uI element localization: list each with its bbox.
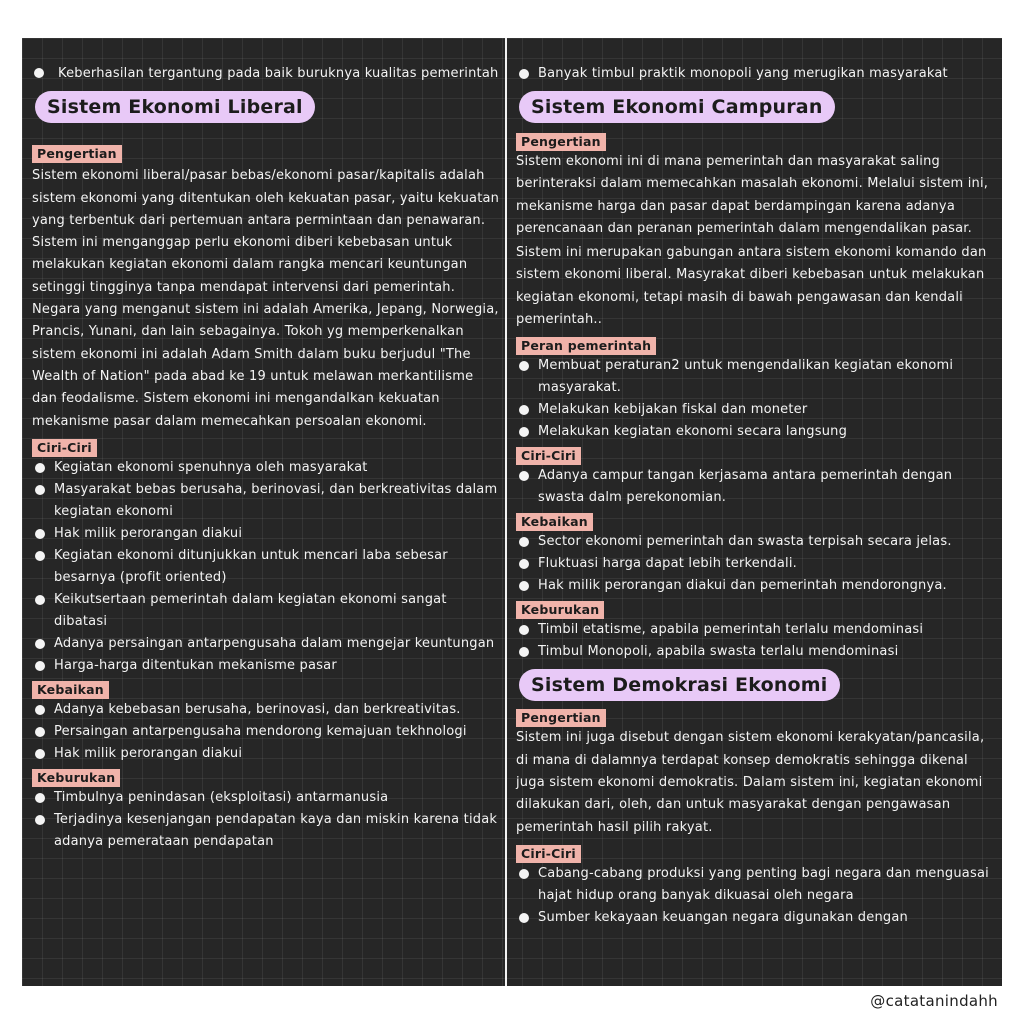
label-keburukan: Keburukan (516, 601, 604, 619)
list-item: Persaingan antarpengusaha mendorong kemajuan tekhnologi (32, 721, 500, 743)
list-item: Adanya campur tangan kerjasama antara pemerintah dengan swasta dalm perekonomian. (516, 465, 994, 509)
intro-bullet (32, 63, 500, 85)
intro-bullet: Banyak timbul praktik monopoli yang merugikan masyarakat (516, 63, 994, 85)
section-title-demokrasi: Sistem Demokrasi Ekonomi (519, 669, 840, 701)
label-ciri-ciri: Ciri-Ciri (516, 845, 581, 863)
list-item: Kegiatan ekonomi ditunjukkan untuk mencari laba sebesar besarnya (profit oriented) (32, 545, 500, 589)
list-item: Melakukan kegiatan ekonomi secara langsung (516, 421, 994, 443)
label-peran-pemerintah: Peran pemerintah (516, 337, 656, 355)
list-item: Harga-harga ditentukan mekanisme pasar (32, 655, 500, 677)
pengertian-text: Sistem ekonomi ini di mana pemerintah dan masyarakat saling berinteraksi dalam memecahkan masalah ekonomi. Melalui sistem ini, mekanisme harga dan pasar dapat berdampingan karena adanya perencanaan dan peranan pemerintah dalam mengendalikan pasar. (516, 154, 989, 236)
label-kebaikan: Kebaikan (516, 513, 593, 531)
list-item: Adanya kebebasan berusaha, berinovasi, dan berkreativitas. (32, 699, 500, 721)
label-kebaikan: Kebaikan (32, 681, 109, 699)
label-pengertian: Pengertian (32, 145, 122, 163)
bullet-icon (34, 68, 44, 78)
list-item: Fluktuasi harga dapat lebih terkendali. (516, 553, 994, 575)
list-item: Hak milik perorangan diakui (32, 523, 500, 545)
list-item: Masyarakat bebas berusaha, berinovasi, dan berkreativitas dalam kegiatan ekonomi (32, 479, 500, 523)
list-item: Cabang-cabang produksi yang penting bagi negara dan menguasai hajat hidup orang banyak dikuasai oleh negara (516, 863, 994, 907)
list-item: Keikutsertaan pemerintah dalam kegiatan ekonomi sangat dibatasi (32, 589, 500, 633)
list-item: Timbulnya penindasan (eksploitasi) antarmanusia (32, 787, 500, 809)
pengertian-text-2: Sistem ini merupakan gabungan antara sistem ekonomi komando dan sistem ekonomi liberal. Masyrakat diberi kebebasan untuk melakukan kegiatan ekonomi, tetapi masih di bawah pengawasan dan kendali pemerintah.. (516, 245, 987, 328)
label-pengertian: Pengertian (516, 709, 606, 727)
list-item: Timbil etatisme, apabila pemerintah terlalu mendominasi (516, 619, 994, 641)
list-item: Terjadinya kesenjangan pendapatan kaya dan miskin karena tidak adanya pemerataan pendapatan (32, 809, 500, 853)
label-pengertian: Pengertian (516, 133, 606, 151)
left-column (32, 38, 500, 853)
list-item: Kegiatan ekonomi spenuhnya oleh masyarakat (32, 457, 500, 479)
section-title-campuran: Sistem Ekonomi Campuran (519, 91, 835, 123)
intro-bullet-text: Keberhasilan tergantung pada baik buruknya kualitas pemerintah (58, 66, 499, 81)
column-divider (505, 38, 507, 986)
list-item: Membuat peraturan2 untuk mengendalikan kegiatan ekonomi masyarakat. (516, 355, 994, 399)
list-item: Timbul Monopoli, apabila swasta terlalu mendominasi (516, 641, 994, 663)
list-item: Sumber kekayaan keuangan negara digunakan dengan (516, 907, 994, 929)
list-item: Melakukan kebijakan fiskal dan moneter (516, 399, 994, 421)
pengertian-text: Sistem ini juga disebut dengan sistem ekonomi kerakyatan/pancasila, di mana di dalamnya terdapat konsep demokratis sehingga dikenal juga sistem ekonomi demokratis. Dalam sistem ini, kegiatan ekonomi dilakukan dari, oleh, dan untuk masyarakat dengan pengawasan pemerintah hasil pilih rakyat. (516, 730, 985, 835)
list-item: Sector ekonomi pemerintah dan swasta terpisah secara jelas. (516, 531, 994, 553)
label-keburukan: Keburukan (32, 769, 120, 787)
notes-board (22, 38, 1002, 986)
right-column (516, 38, 994, 929)
section-title-liberal: Sistem Ekonomi Liberal (35, 91, 315, 123)
pengertian-text: Sistem ekonomi liberal/pasar bebas/ekonomi pasar/kapitalis adalah sistem ekonomi yang ditentukan oleh kekuatan pasar, yaitu kekuatan yang terbentuk dari pertemuan antara permintaan dan penawaran. Sistem ini menganggap perlu ekonomi diberi kebebasan untuk melakukan kegiatan ekonomi dalam rangka mencari keuntungan setinggi tingginya tanpa mendapat intervensi dari pemerintah. Negara yang menganut sistem ini adalah Amerika, Jepang, Norwegia, Prancis, Yunani, dan lain sebagainya. Tokoh yg memperkenalkan sistem ekonomi ini adalah Adam Smith dalam buku berjudul "The Wealth of Nation" pada abad ke 19 untuk melawan merkantilisme dan feodalisme. Sistem ekonomi ini mengandalkan kekuatan mekanisme pasar dalam memecahkan persoalan ekonomi. (32, 168, 500, 429)
author-credit: @catatanindahh (870, 992, 998, 1010)
list-item: Hak milik perorangan diakui dan pemerintah mendorongnya. (516, 575, 994, 597)
list-item: Hak milik perorangan diakui (32, 743, 500, 765)
list-item: Adanya persaingan antarpengusaha dalam mengejar keuntungan (32, 633, 500, 655)
label-ciri-ciri: Ciri-Ciri (32, 439, 97, 457)
label-ciri-ciri: Ciri-Ciri (516, 447, 581, 465)
